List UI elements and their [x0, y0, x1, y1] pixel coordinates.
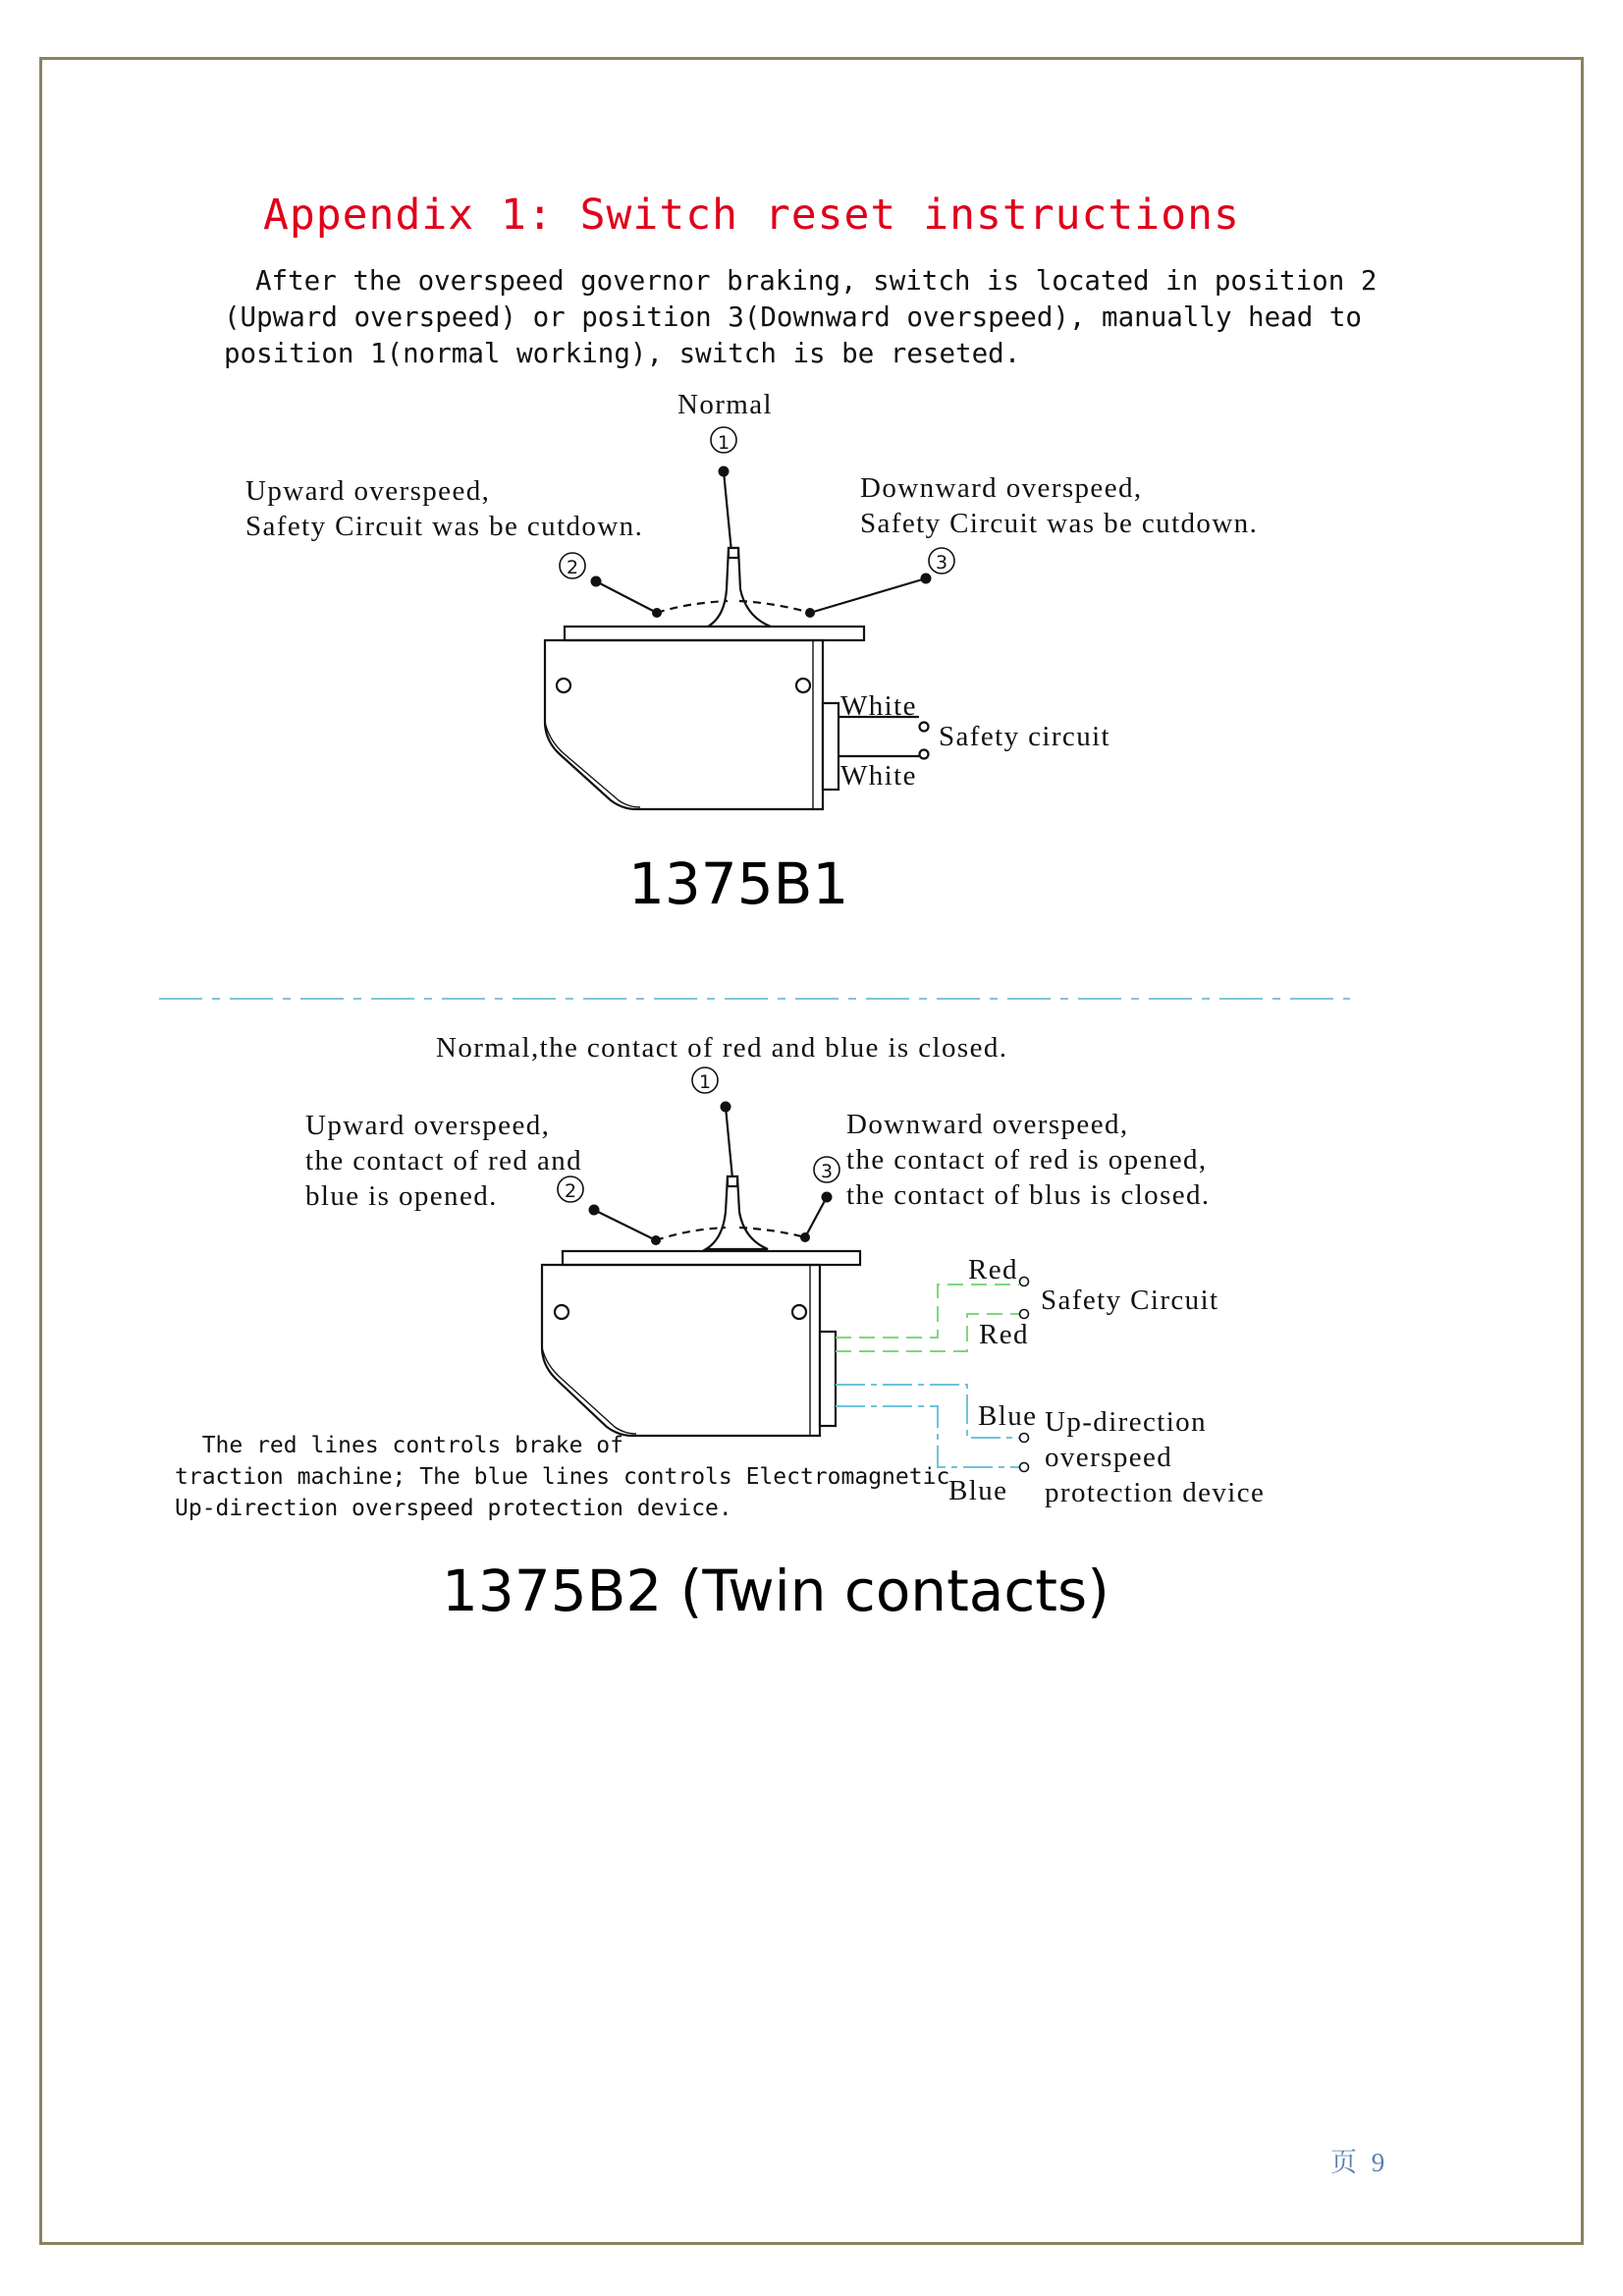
- d1-normal-label: Normal: [677, 389, 773, 420]
- d2-blue-wires: [836, 1385, 1019, 1467]
- d1-position-1-dot: [719, 466, 730, 477]
- d2-blue-top-label: Blue: [978, 1400, 1038, 1432]
- d1-wire-top-label: White: [840, 690, 917, 722]
- d2-switch-body: [542, 1107, 860, 1436]
- page-number: 页 9: [1330, 2148, 1389, 2177]
- d1-pos-1-num: 1: [717, 432, 730, 454]
- d1-downward-line: Safety Circuit was be cutdown.: [860, 508, 1259, 539]
- note-line: traction machine; The blue lines controls Electromagnetic: [175, 1464, 950, 1490]
- d1-switch-body: [545, 471, 929, 809]
- d2-position-2-dot: [589, 1205, 600, 1216]
- d2-pos-2-num: 2: [564, 1180, 577, 1202]
- d2-red-top-label: Red: [968, 1254, 1018, 1285]
- d2-pos-1-num: 1: [698, 1071, 712, 1093]
- d1-pos-3-num: 3: [935, 552, 948, 574]
- d2-upward-line: the contact of red and: [305, 1145, 583, 1176]
- d2-terminals: [1020, 1278, 1029, 1472]
- note-line: The red lines controls brake of: [175, 1433, 623, 1458]
- intro-line: (Upward overspeed) or position 3(Downward overspeed), manually head to: [224, 301, 1362, 333]
- d2-red-wires: [836, 1285, 1019, 1351]
- d2-downward-line: the contact of blus is closed.: [846, 1179, 1211, 1211]
- d1-position-dots: [591, 466, 932, 619]
- intro-line: position 1(normal working), switch is be reseted.: [224, 338, 1021, 369]
- d2-red-bottom-label: Red: [979, 1319, 1029, 1350]
- d1-pos-2-num: 2: [566, 557, 579, 578]
- d2-safety-circuit-label: Safety Circuit: [1041, 1285, 1219, 1316]
- appendix-title: Appendix 1: Switch reset instructions: [263, 191, 1240, 240]
- d2-device-line: protection device: [1045, 1477, 1266, 1508]
- d1-wire-bottom-label: White: [840, 760, 917, 792]
- d2-pos-3-num: 3: [820, 1161, 834, 1182]
- d2-position-1-dot: [721, 1102, 731, 1113]
- intro-line: After the overspeed governor braking, switch is located in position 2: [255, 265, 1378, 297]
- d1-position-3-dot: [921, 574, 932, 584]
- d2-device-line: Up-direction: [1045, 1406, 1207, 1438]
- d1-downward-line: Downward overspeed,: [860, 472, 1143, 504]
- d2-blue-bottom-label: Blue: [948, 1475, 1008, 1506]
- d2-upward-line: blue is opened.: [305, 1180, 498, 1212]
- d2-downward-line: Downward overspeed,: [846, 1109, 1129, 1140]
- d2-normal-label: Normal,the contact of red and blue is closed.: [436, 1032, 1008, 1064]
- d2-downward-line: the contact of red is opened,: [846, 1144, 1208, 1175]
- d1-position-2-dot: [591, 576, 602, 587]
- d1-upward-line: Upward overspeed,: [245, 475, 491, 507]
- d2-position-3-dot: [822, 1192, 833, 1203]
- d1-circuit-label: Safety circuit: [939, 721, 1111, 752]
- note-line: Up-direction overspeed protection device.: [175, 1496, 732, 1521]
- d2-model-label: 1375B2 (Twin contacts): [442, 1558, 1109, 1624]
- d1-model-label: 1375B1: [628, 850, 849, 917]
- d2-upward-line: Upward overspeed,: [305, 1110, 551, 1141]
- d2-device-line: overspeed: [1045, 1442, 1173, 1473]
- d1-upward-line: Safety Circuit was be cutdown.: [245, 511, 644, 542]
- d2-position-dots: [589, 1102, 833, 1246]
